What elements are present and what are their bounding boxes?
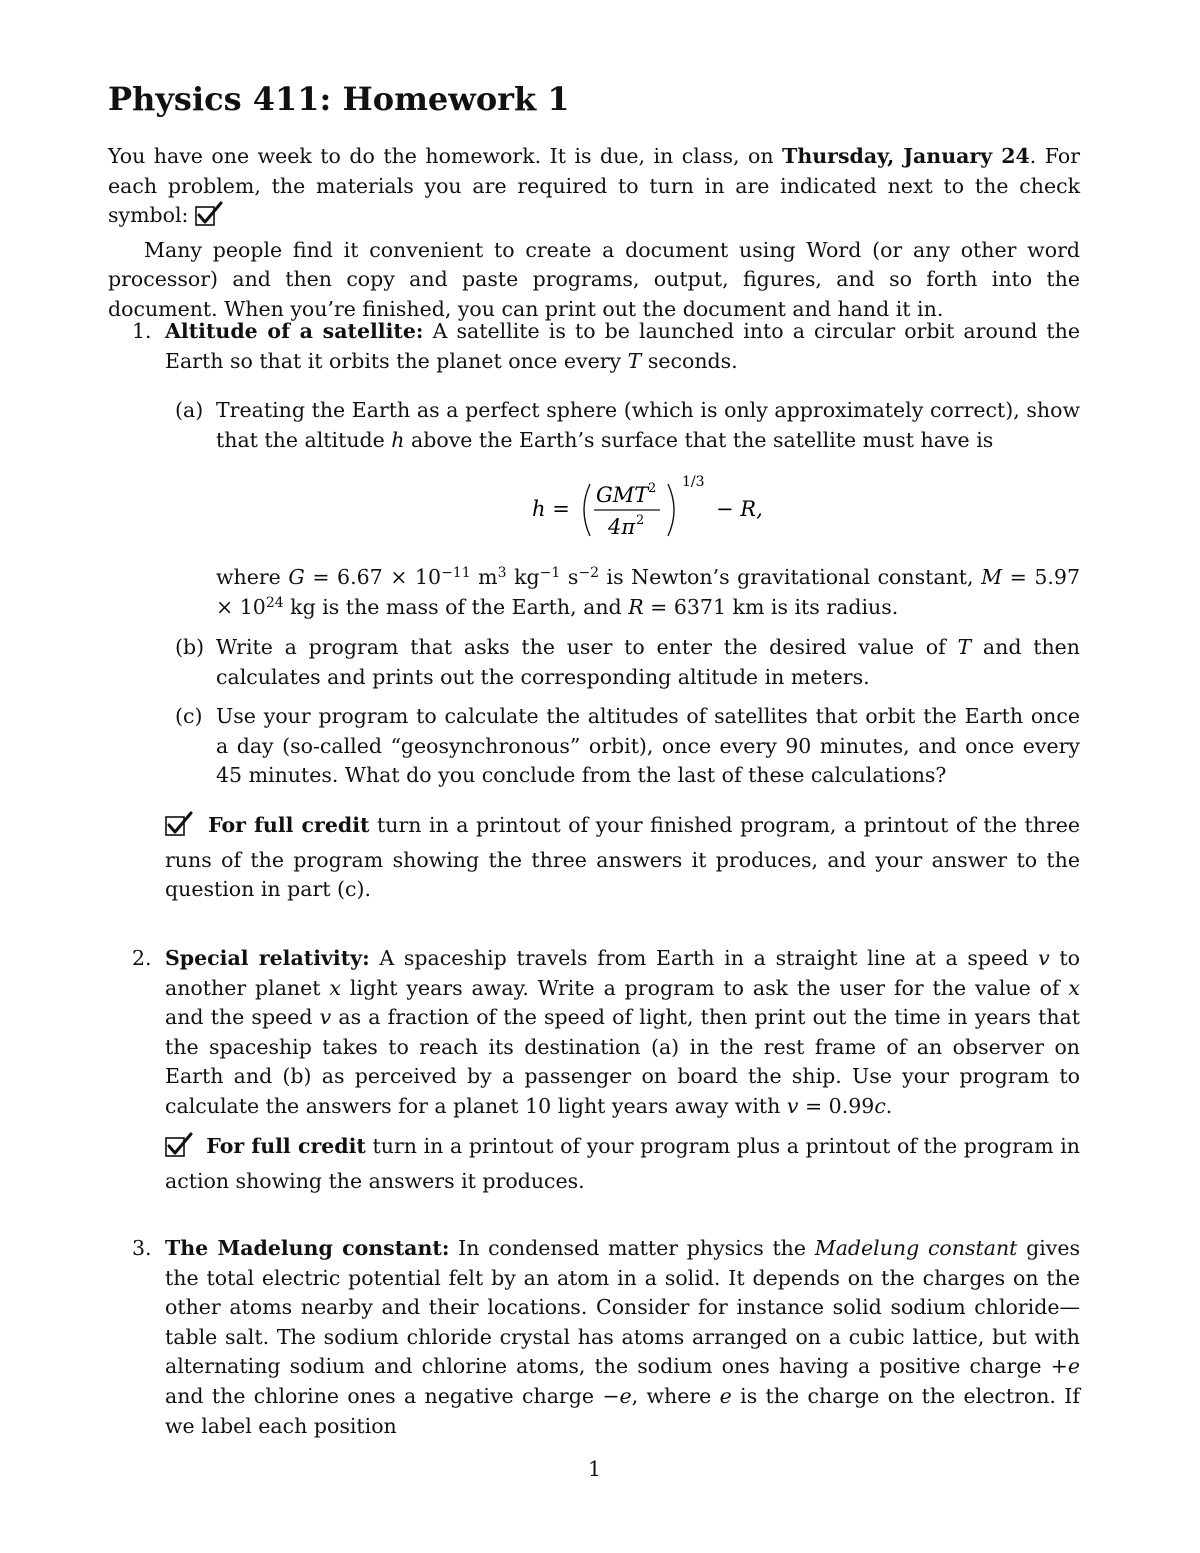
check-box-icon [195,201,223,236]
constants-text [216,563,1080,622]
page-number: 1 [588,1457,602,1481]
M-base: 10 [239,594,266,619]
part-1a-label: (a) [175,398,204,422]
var-e: e [1067,1354,1080,1379]
unit-kg-exp: −1 [539,565,561,581]
M-exp: 24 [265,594,284,611]
p2-seg: A spaceship travels from Earth in a straight line at a speed [369,946,1039,970]
p2-seg: as a fraction of the speed of light, then print out the time in years that the spaceship takes to reach its destination (a) in the rest frame of an observer on Earth and (b) as perceived by a passenger on board the ship. Use your program to calculate the answers for a planet 10 light years away with [165,1005,1081,1118]
part-1b-label: (b) [175,635,205,659]
problem-2-statement [165,944,1080,1122]
problem-1-number: 1. [132,319,152,343]
var-v: v [319,1005,332,1030]
var-T: T [627,348,642,373]
var-v: v [1038,946,1050,970]
G-desc: is Newton’s gravitational constant, [599,565,982,589]
unit-m: m [470,565,498,589]
var-e: e [619,1383,632,1408]
intro-section [108,142,1080,325]
intro-text: You have one week to do the homework. It is due, in class, on [108,144,783,168]
credit-label: For full credit [206,1134,366,1158]
var-c: c [874,1093,886,1118]
p2-seg: to another planet [165,946,1080,1000]
p2-seg: and the speed [165,1005,320,1030]
unit-s-exp: −2 [578,565,599,581]
formula-rhs: − R, [716,497,763,521]
formula-numerator: GMT [596,483,649,507]
check-box-icon [165,1132,193,1167]
unit-kg: kg [506,565,540,589]
G-value: = 6.67 × 10 [304,565,442,589]
var-x: x [329,975,341,1000]
credit-text: turn in a printout of your finished program, a printout of the three runs of the program showing the three answers it produces, and your answer to the question in part (c). [165,813,1080,902]
problem-1-credit [165,811,1080,905]
part-1a-pre: Treating the Earth as a perfect sphere (which is only approximately correct), show that the altitude [216,398,1080,452]
part-1c-label: (c) [175,704,203,728]
check-box-icon [165,811,193,846]
p3-seg: is the charge on the electron. If we label each position [165,1383,1080,1438]
part-1c-body: Use your program to calculate the altitudes of satellites that orbit the Earth once a day (so-called “geosynchronous” orbit), once every 90 minutes, and once every 45 minutes. What do you conclude from the last of these calculations? [216,704,1080,788]
problem-2-credit [165,1132,1080,1196]
M-desc: kg is the mass of the Earth, and [283,594,629,619]
p2-seg: = 0.99 [798,1093,875,1118]
var-G: G [288,565,305,589]
unit-m-exp: 3 [497,565,507,581]
formula-outer-exp: 1/3 [682,474,705,490]
where: where [216,565,289,589]
formula-denominator: 4π [608,515,636,539]
problem-3-title: The Madelung constant: [165,1236,450,1260]
madelung-term: Madelung constant [814,1236,1018,1260]
part-1b-post: and then calculates and prints out the corresponding altitude in meters. [216,635,1081,689]
formula-den-exp: 2 [636,513,645,528]
page-title: Physics 411: Homework 1 [108,80,570,118]
var-M: M [981,565,1003,589]
p2-seg: . [885,1093,893,1118]
problem-1-text-end: seconds. [641,348,738,373]
problem-2-title: Special relativity: [165,946,370,970]
problem-3-statement [165,1234,1080,1441]
problem-1-statement [165,317,1080,376]
part-1a-post: above the Earth’s surface that the satellite must have is [404,427,994,452]
p3-seg: In condensed matter physics the [449,1236,815,1260]
R-value: = 6371 km is its radius. [643,594,899,619]
p3-seg: , where [631,1383,720,1408]
unit-s: s [560,565,579,589]
credit-text: turn in a printout of your program plus a printout of the program in action showing the answers it produces. [165,1134,1080,1193]
var-h: h [391,427,405,452]
intro-paragraph-1 [108,142,1080,236]
formula-num-exp: 2 [648,481,657,496]
var-v: v [786,1093,799,1118]
p3-seg: gives the total electric potential felt by an atom in a solid. It depends on the charges on the other atoms nearby and their locations. Consider for instance solid sodium chloride—table salt. The sodium chloride crystal has atoms arranged on a cubic lattice, but with alternating sodium and chlorine atoms, the sodium ones having a positive charge + [165,1236,1080,1379]
var-x: x [1068,975,1080,1000]
var-R: R [628,594,644,619]
G-exp: −11 [441,565,471,581]
part-1c-text [216,702,1080,791]
intro-text-post: . For each problem, the materials you are required to turn in are indicated next to the check symbol: [108,144,1081,228]
altitude-formula [520,470,800,550]
formula-lhs: h = [532,497,570,521]
credit-label: For full credit [208,813,370,837]
part-1a-text [216,396,1080,455]
part-1b-pre: Write a program that asks the user to enter the desired value of [216,635,958,659]
var-T-b: T [957,635,972,659]
problem-2-number: 2. [132,946,152,970]
p2-seg: light years away. Write a program to ask the user for the value of [340,975,1069,1000]
problem-1-text: A satellite is to be launched into a circular orbit around the Earth so that it orbits the planet once every [165,319,1081,373]
problem-1-title: Altitude of a satellite: [165,319,424,343]
problem-3-number: 3. [132,1236,152,1260]
p3-seg: and the chlorine ones a negative charge − [165,1383,620,1408]
intro-paragraph-2: Many people find it convenient to create a document using Word (or any other word processor) and then copy and paste programs, output, figures, and so forth into the document. When you’re finished, you can print out the document and hand it in. [108,237,1080,321]
due-date: Thursday, January 24 [782,144,1030,168]
var-e: e [719,1383,732,1408]
M-value: = 5.97 × [216,565,1081,619]
part-1b-text [216,633,1080,692]
